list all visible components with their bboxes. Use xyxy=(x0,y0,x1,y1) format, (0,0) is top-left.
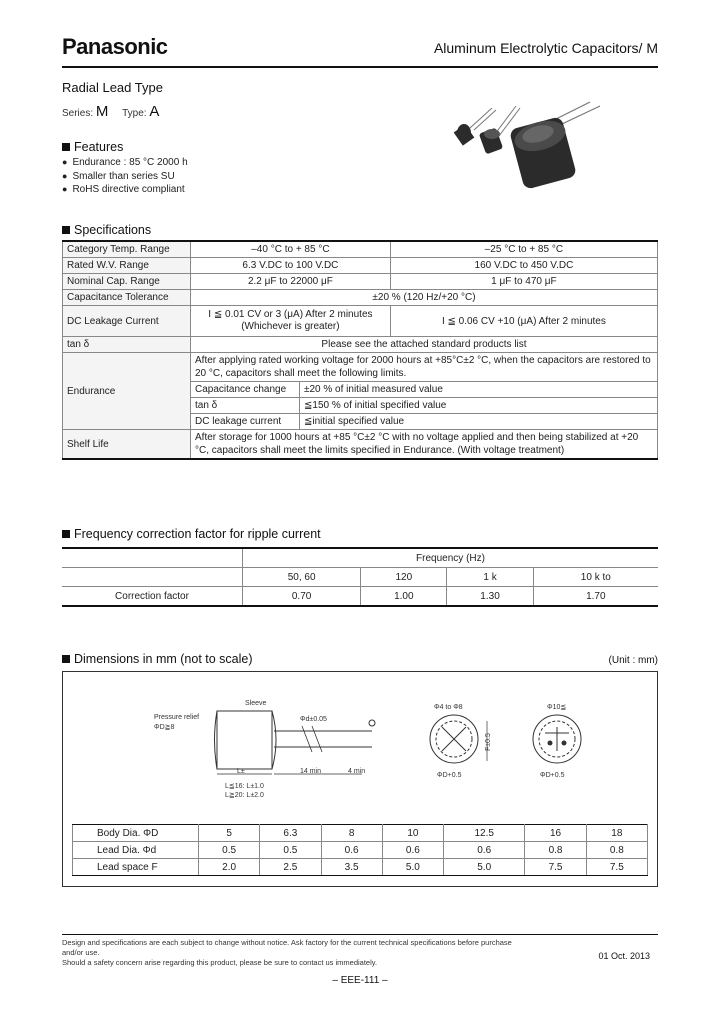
endurance-item-label: tan δ xyxy=(191,398,300,414)
dimension-value: 6.3 xyxy=(260,825,321,842)
dimension-value: 5.0 xyxy=(382,859,443,876)
length-note-1: L≦16: L±1.0 xyxy=(225,783,264,790)
empty-cell xyxy=(62,568,243,587)
frequency-value: 120 xyxy=(361,568,447,587)
disclaimer xyxy=(62,938,532,968)
pressure-relief-label: Pressure relief xyxy=(154,714,200,721)
spec-label: DC Leakage Current xyxy=(63,306,191,337)
spec-label: Shelf Life xyxy=(63,430,191,460)
dimension-value: 10 xyxy=(382,825,443,842)
dimension-label: Lead space F xyxy=(73,859,199,876)
spec-value: I ≦ 0.06 CV +10 (μA) After 2 minutes xyxy=(390,306,657,337)
bullet-square-icon xyxy=(62,530,70,538)
capacitor-body-outline xyxy=(217,711,272,769)
correction-factor-value: 1.70 xyxy=(533,587,658,607)
body-length-label: L± xyxy=(237,768,245,775)
leakage-line-2: (Whichever is greater) xyxy=(241,321,340,332)
dimension-value: 0.5 xyxy=(199,842,260,859)
dimension-value: 0.5 xyxy=(260,842,321,859)
frequency-caption: Frequency (Hz) xyxy=(243,548,659,568)
spec-label: Endurance xyxy=(63,353,191,430)
table-row xyxy=(63,306,658,337)
spec-label: Capacitance Tolerance xyxy=(63,290,191,306)
small-dia-tolerance: ΦD+0.5 xyxy=(437,772,462,779)
correction-factor-value: 1.30 xyxy=(447,587,533,607)
feature-item: ● Endurance : 85 °C 2000 h xyxy=(62,156,188,170)
lead-diameter-label: Φd±0.05 xyxy=(300,716,327,723)
table-row xyxy=(63,337,658,353)
sleeve-label: Sleeve xyxy=(245,700,267,707)
frequency-value: 50, 60 xyxy=(243,568,361,587)
empty-cell xyxy=(62,548,243,568)
spec-value: –25 °C to + 85 °C xyxy=(390,241,657,258)
document-title: Aluminum Electrolytic Capacitors/ M xyxy=(433,40,658,56)
table-row xyxy=(63,353,658,382)
correction-factor-label: Correction factor xyxy=(62,587,243,607)
spec-label: tan δ xyxy=(63,337,191,353)
features-list xyxy=(62,156,188,197)
table-row xyxy=(63,258,658,274)
dimension-value: 18 xyxy=(586,825,647,842)
dimension-value: 0.6 xyxy=(444,842,525,859)
dimension-value: 2.5 xyxy=(260,859,321,876)
spec-label: Rated W.V. Range xyxy=(63,258,191,274)
spec-value: After storage for 1000 hours at +85 °C±2 °C with no voltage applied and then being stabilized at +20 °C, capacitors shall meet the limits specified in Endurance. (With voltage treatment) xyxy=(191,430,658,460)
dimension-label: Body Dia. ΦD xyxy=(73,825,199,842)
lead-type-title: Radial Lead Type xyxy=(62,80,163,95)
correction-factor-value: 0.70 xyxy=(243,587,361,607)
dimensions-heading: Dimensions in mm (not to scale) xyxy=(62,652,253,666)
spec-label: Nominal Cap. Range xyxy=(63,274,191,290)
header-rule xyxy=(62,66,658,68)
lead-length-label-2: 4 min xyxy=(348,768,366,775)
leakage-line-1: I ≦ 0.01 CV or 3 (μA) After 2 minutes xyxy=(208,309,373,320)
endurance-item-value: ≦initial specified value xyxy=(300,414,658,430)
dimension-value: 2.0 xyxy=(199,859,260,876)
type-label: Type: xyxy=(122,108,147,119)
frequency-value: 10 k to xyxy=(533,568,658,587)
endurance-intro: After applying rated working voltage for 2000 hours at +85°C±2 °C, when the capacitors are restored to 20 °C, capacitors shall meet the following limits. xyxy=(191,353,658,382)
page-number: – EEE-111 – xyxy=(332,975,388,986)
frequency-value: 1 k xyxy=(447,568,533,587)
spec-value: 160 V.DC to 450 V.DC xyxy=(390,258,657,274)
large-dia-tolerance: ΦD+0.5 xyxy=(540,772,565,779)
large-dia-label: Φ10≦ xyxy=(547,704,567,711)
features-heading: Features xyxy=(62,140,123,154)
feature-item: ● RoHS directive compliant xyxy=(62,183,188,197)
dimension-value: 16 xyxy=(525,825,586,842)
frequency-table xyxy=(62,547,658,607)
table-row xyxy=(73,825,648,842)
capacitor-photo xyxy=(450,100,620,200)
bullet-square-icon xyxy=(62,143,70,151)
specifications-heading: Specifications xyxy=(62,223,151,237)
table-row xyxy=(62,568,658,587)
endurance-item-label: DC leakage current xyxy=(191,414,300,430)
table-row xyxy=(73,842,648,859)
specifications-table xyxy=(62,240,658,460)
dimension-value: 0.8 xyxy=(586,842,647,859)
table-row xyxy=(62,587,658,607)
bullet-square-icon xyxy=(62,226,70,234)
pressure-relief-size: ΦD≧8 xyxy=(154,724,175,731)
dimension-value: 0.6 xyxy=(382,842,443,859)
table-row xyxy=(63,274,658,290)
small-dia-label: Φ4 to Φ8 xyxy=(434,704,463,711)
endurance-item-label: Capacitance change xyxy=(191,382,300,398)
unit-note: (Unit : mm) xyxy=(608,655,658,666)
dimension-value: 5.0 xyxy=(444,859,525,876)
footer-rule xyxy=(62,934,658,935)
frequency-heading: Frequency correction factor for ripple current xyxy=(62,527,321,541)
series-type-line xyxy=(62,103,159,120)
dimension-label: Lead Dia. Φd xyxy=(73,842,199,859)
dimension-value: 7.5 xyxy=(586,859,647,876)
dimension-value: 0.8 xyxy=(525,842,586,859)
disclaimer-line-2: Should a safety concern arise regarding this product, please be sure to contact us immediately. xyxy=(62,958,378,967)
document-date: 01 Oct. 2013 xyxy=(598,951,650,961)
table-row xyxy=(63,430,658,460)
endurance-item-value: ≦150 % of initial specified value xyxy=(300,398,658,414)
table-row xyxy=(73,859,648,876)
endurance-item-value: ±20 % of initial measured value xyxy=(300,382,658,398)
correction-factor-value: 1.00 xyxy=(361,587,447,607)
spec-value: Please see the attached standard products list xyxy=(191,337,658,353)
bullet-square-icon xyxy=(62,655,70,663)
spec-label: Category Temp. Range xyxy=(63,241,191,258)
table-row xyxy=(63,290,658,306)
table-row xyxy=(63,241,658,258)
spec-value: 1 μF to 470 μF xyxy=(390,274,657,290)
panasonic-logo: Panasonic xyxy=(62,34,168,59)
series-value: M xyxy=(95,103,109,120)
table-row xyxy=(62,548,658,568)
dimension-value: 8 xyxy=(321,825,382,842)
pitch-label: F±0.5 xyxy=(485,733,492,751)
spec-value: –40 °C to + 85 °C xyxy=(191,241,391,258)
spec-value: ±20 % (120 Hz/+20 °C) xyxy=(191,290,658,306)
series-label: Series: xyxy=(62,108,94,119)
dimension-value: 5 xyxy=(199,825,260,842)
length-note-2: L≧20: L±2.0 xyxy=(225,792,264,799)
lead-length-label: 14 min xyxy=(300,768,322,775)
spec-value: 6.3 V.DC to 100 V.DC xyxy=(191,258,391,274)
disclaimer-line-1: Design and specifications are each subject to change without notice. Ask factory for the current technical specifications before purchase and/or use. xyxy=(62,938,512,957)
dimension-value: 0.6 xyxy=(321,842,382,859)
spec-value: 2.2 μF to 22000 μF xyxy=(191,274,391,290)
large-capacitor-image xyxy=(509,102,600,190)
dimension-value: 3.5 xyxy=(321,859,382,876)
feature-item: ● Smaller than series SU xyxy=(62,170,188,184)
dimension-drawing xyxy=(62,671,658,821)
type-value: A xyxy=(149,103,160,120)
dimensions-table xyxy=(72,824,648,876)
spec-value xyxy=(191,306,391,337)
dimension-value: 12.5 xyxy=(444,825,525,842)
dimension-value: 7.5 xyxy=(525,859,586,876)
